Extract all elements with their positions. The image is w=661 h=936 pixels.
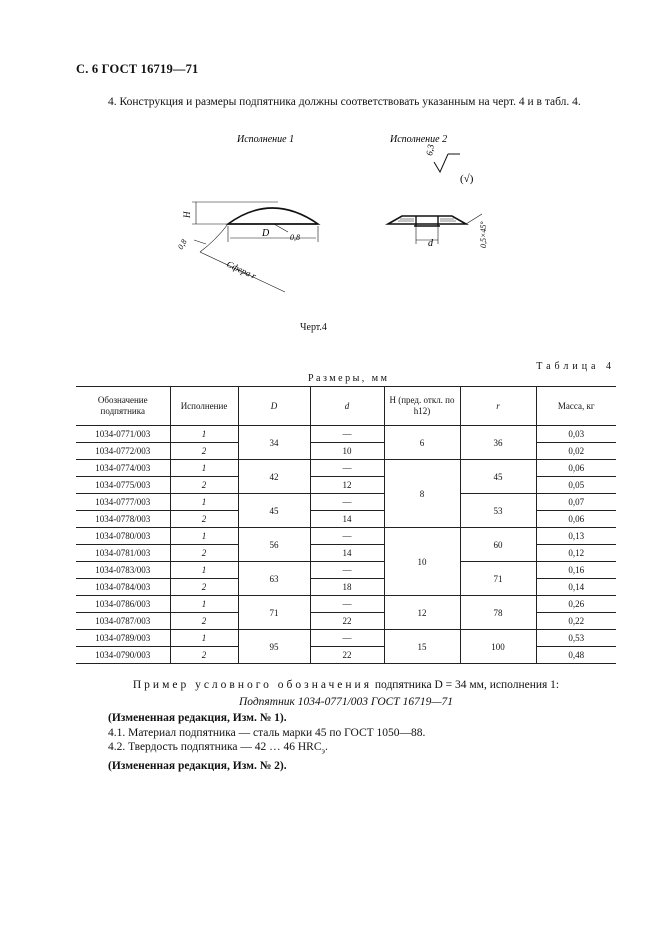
cell-variant: 1: [170, 426, 238, 443]
cell-d: 14: [310, 511, 384, 528]
roughness-bracket: (√): [460, 173, 474, 185]
example-line: [76, 679, 616, 691]
cell-r: 36: [460, 426, 536, 460]
cell-d: 14: [310, 545, 384, 562]
table-row: [76, 426, 616, 443]
cell-mass: 0,48: [536, 647, 616, 664]
cell-variant: 1: [170, 528, 238, 545]
notes-block: [108, 711, 618, 773]
cell-designation: 1034-0786/003: [76, 596, 170, 613]
cell-variant: 2: [170, 579, 238, 596]
note-4-2-end: .: [324, 741, 328, 753]
cell-variant: 2: [170, 613, 238, 630]
cell-d: —: [310, 596, 384, 613]
table-row: [76, 596, 616, 613]
cell-d: —: [310, 426, 384, 443]
header-d: d: [310, 387, 384, 426]
cell-mass: 0,13: [536, 528, 616, 545]
figure-caption: Черт.4: [300, 322, 327, 333]
header-designation: Обозначение подпятника: [76, 387, 170, 426]
cell-d: —: [310, 528, 384, 545]
cell-variant: 2: [170, 477, 238, 494]
cell-designation: 1034-0789/003: [76, 630, 170, 647]
cell-variant: 2: [170, 443, 238, 460]
cell-mass: 0,06: [536, 511, 616, 528]
cell-variant: 1: [170, 630, 238, 647]
cell-H: 6: [384, 426, 460, 460]
sphere-label: Сфера r: [225, 258, 258, 281]
cell-mass: 0,12: [536, 545, 616, 562]
cell-D: 95: [238, 630, 310, 664]
note-4-2-subscript: э: [321, 746, 325, 756]
cell-mass: 0,05: [536, 477, 616, 494]
cell-mass: 0,26: [536, 596, 616, 613]
cell-designation: 1034-0778/003: [76, 511, 170, 528]
cell-H: 12: [384, 596, 460, 630]
cell-mass: 0,02: [536, 443, 616, 460]
table-row: [76, 630, 616, 647]
cell-D: 71: [238, 596, 310, 630]
cell-designation: 1034-0772/003: [76, 443, 170, 460]
cell-designation: 1034-0774/003: [76, 460, 170, 477]
cell-D: 34: [238, 426, 310, 460]
drawing-chert-4: [170, 134, 500, 315]
header-H: H (пред. откл. по h12): [384, 387, 460, 426]
cell-designation: 1034-0771/003: [76, 426, 170, 443]
cell-designation: 1034-0783/003: [76, 562, 170, 579]
cell-variant: 2: [170, 545, 238, 562]
roughness-0-8-side: 0,8: [175, 237, 189, 251]
chamfer-label: 0,5×45°: [479, 221, 488, 248]
cell-mass: 0,14: [536, 579, 616, 596]
header-r: r: [460, 387, 536, 426]
dim-d-label: d: [428, 238, 433, 249]
cell-mass: 0,53: [536, 630, 616, 647]
note-4-2: [108, 740, 618, 759]
cell-designation: 1034-0787/003: [76, 613, 170, 630]
table-row: [76, 494, 616, 511]
cell-variant: 1: [170, 562, 238, 579]
header-variant: Исполнение: [170, 387, 238, 426]
example-prefix: Пример условного обозначения: [132, 679, 372, 691]
cell-variant: 1: [170, 460, 238, 477]
table-row: [76, 528, 616, 545]
example-designation: Подпятник 1034-0771/003 ГОСТ 16719—71: [238, 696, 454, 708]
roughness-6-3-label: 6,3: [424, 143, 436, 157]
cell-designation: 1034-0777/003: [76, 494, 170, 511]
note-4-2-text: 4.2. Твердость подпятника — 42 … 46 HRC: [108, 741, 322, 753]
cell-designation: 1034-0790/003: [76, 647, 170, 664]
variant-1-profile: [192, 202, 318, 292]
cell-d: 22: [310, 647, 384, 664]
cell-mass: 0,06: [536, 460, 616, 477]
roughness-0-8-top: 0,8: [290, 233, 300, 242]
dimensions-table: [76, 386, 616, 664]
header-mass: Масса, кг: [536, 387, 616, 426]
note-4-1: 4.1. Материал подпятника — сталь марки 45 по ГОСТ 1050—88.: [108, 726, 426, 739]
cell-H: 10: [384, 528, 460, 596]
cell-d: 12: [310, 477, 384, 494]
cell-r: 78: [460, 596, 536, 630]
dimensions-label: Размеры, мм: [308, 373, 390, 384]
edit-note-2: (Измененная редакция, Изм. № 2).: [108, 759, 287, 772]
intro-paragraph: 4. Конструкция и размеры подпятника должны соответствовать указанным на черт. 4 и в табл. 4.: [108, 96, 581, 108]
cell-r: 45: [460, 460, 536, 494]
cell-designation: 1034-0784/003: [76, 579, 170, 596]
example-text: подпятника D = 34 мм, исполнения 1:: [372, 679, 560, 691]
table-row: [76, 460, 616, 477]
dim-D-label: D: [262, 228, 270, 239]
edit-note-1: (Измененная редакция, Изм. № 1).: [108, 712, 287, 724]
page-header: С. 6 ГОСТ 16719—71: [76, 62, 199, 76]
variant-1-label: Исполнение 1: [237, 134, 295, 145]
cell-D: 42: [238, 460, 310, 494]
cell-designation: 1034-0780/003: [76, 528, 170, 545]
cell-r: 71: [460, 562, 536, 596]
cell-designation: 1034-0775/003: [76, 477, 170, 494]
header-D: D: [238, 387, 310, 426]
cell-variant: 2: [170, 647, 238, 664]
dim-H-label: H: [182, 211, 192, 218]
cell-mass: 0,07: [536, 494, 616, 511]
cell-designation: 1034-0781/003: [76, 545, 170, 562]
cell-mass: 0,22: [536, 613, 616, 630]
cell-r: 100: [460, 630, 536, 664]
variant-2-label: Исполнение 2: [390, 134, 448, 145]
cell-d: 10: [310, 443, 384, 460]
cell-D: 45: [238, 494, 310, 528]
cell-D: 56: [238, 528, 310, 562]
cell-D: 63: [238, 562, 310, 596]
cell-mass: 0,16: [536, 562, 616, 579]
cell-variant: 1: [170, 494, 238, 511]
table-row: [76, 562, 616, 579]
table-label: Таблица 4: [536, 361, 615, 372]
cell-d: —: [310, 494, 384, 511]
cell-r: 60: [460, 528, 536, 562]
cell-r: 53: [460, 494, 536, 528]
cell-d: 18: [310, 579, 384, 596]
cell-d: —: [310, 460, 384, 477]
cell-H: 8: [384, 460, 460, 528]
cell-d: —: [310, 562, 384, 579]
variant-2-profile: [388, 154, 482, 244]
cell-mass: 0,03: [536, 426, 616, 443]
cell-variant: 2: [170, 511, 238, 528]
cell-variant: 1: [170, 596, 238, 613]
cell-H: 15: [384, 630, 460, 664]
cell-d: 22: [310, 613, 384, 630]
cell-d: —: [310, 630, 384, 647]
